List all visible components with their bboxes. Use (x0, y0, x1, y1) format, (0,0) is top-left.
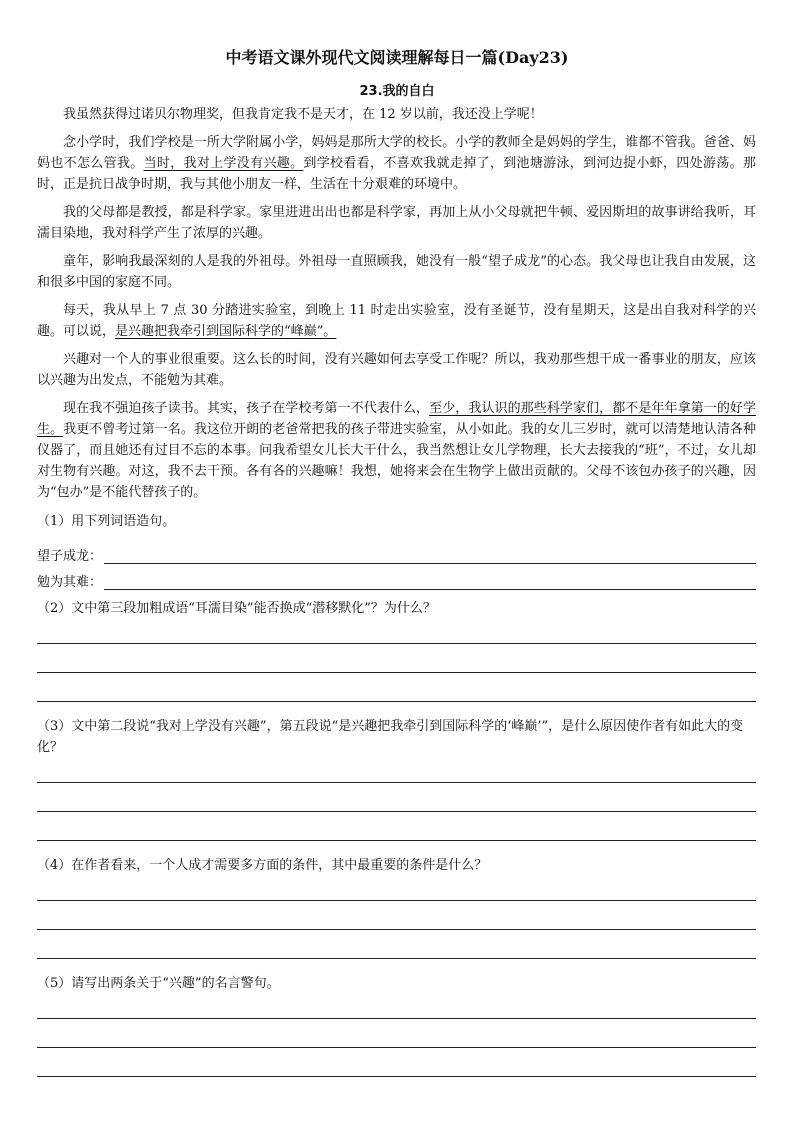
answer-line[interactable] (37, 1019, 756, 1048)
question-5 (37, 973, 756, 1077)
question-1-term-1: 望子成龙： (37, 549, 103, 564)
reading-passage (37, 104, 756, 503)
paragraph-2-underlined-sentence: 当时，我对上学没有兴趣。 (143, 156, 304, 171)
paragraph-4: 童年，影响我最深刻的人是我的外祖母。外祖母一直照顾我，她没有一般“望子成龙”的心态。我父母也让我自由发展，这和很多中国的家庭不同。 (37, 254, 756, 290)
paragraph-6: 兴趣对一个人的事业很重要。这么长的时间，没有兴趣如何去享受工作呢？所以，我劝那些想干成一番事业的朋友，应该以兴趣为出发点，不能勉为其难。 (37, 352, 756, 388)
answer-line[interactable] (37, 783, 756, 812)
answer-line[interactable] (37, 812, 756, 841)
question-4-prompt: （4）在作者看来，一个人成才需要多方面的条件，其中最重要的条件是什么？ (37, 858, 488, 873)
question-1-row-2 (37, 564, 756, 590)
page-title: 中考语文课外现代文阅读理解每日一篇(Day23) (225, 48, 569, 67)
passage-title: 23.我的自白 (359, 84, 435, 99)
question-1-prompt: （1）用下列词语造句。 (37, 514, 176, 529)
paragraph-2-text-b: 到学校看看，不喜欢我就走掉了，到池塘游泳，到河边捉小虾，四处游荡。那时，正是抗日战争时期，我与其他小朋友一样，生活在十分艰难的环境中。 (37, 156, 756, 192)
paragraph-2-text-a: 念小学时，我们学校是一所大学附属小学，妈妈是那所大学的校长。小学的教师全是妈妈的学生，谁都不管我。爸爸、妈妈也不怎么管我。 (37, 135, 756, 171)
answer-line[interactable] (104, 575, 756, 590)
question-2 (37, 598, 756, 702)
worksheet-body (37, 104, 756, 1077)
answer-line[interactable] (37, 994, 756, 1019)
paragraph-7-text-b: 我更不曾考过第一名。我这位开朗的老爸常把我的孩子带进实验室，从小如此。我的女儿三岁时，就可以清楚地认清各种仪器了，而且她还有过目不忘的本事。问我希望女儿长大干什么，我当然想让女儿学物理，长大去接我的“班”，不过，女儿却对生物有兴趣。对这，我不去干预。各有各的兴趣嘛！我想，她将来会在生物学上做出贡献的。父母不该包办孩子的兴趣，因为“包办”是不能代替孩子的。 (37, 422, 756, 500)
answer-line[interactable] (37, 1048, 756, 1077)
answer-line[interactable] (37, 758, 756, 783)
answer-line[interactable] (37, 673, 756, 702)
paragraph-7-text-a: 现在我不强迫孩子读书。其实，孩子在学校考第一不代表什么， (63, 401, 430, 416)
answer-line[interactable] (37, 876, 756, 901)
paragraph-1: 我虽然获得过诺贝尔物理奖，但我肯定我不是天才，在 12 岁以前，我还没上学呢！ (63, 107, 543, 122)
answer-line[interactable] (37, 901, 756, 930)
question-1-term-2: 勉为其难： (37, 575, 103, 590)
answer-line[interactable] (104, 549, 756, 564)
question-3-prompt: （3）文中第二段说“我对上学没有兴趣”，第五段说“是兴趣把我牵引到国际科学的‘峰巅’”，是什么原因使作者有如此大的变化？ (37, 719, 744, 755)
question-1 (37, 511, 756, 590)
question-3 (37, 716, 756, 841)
answer-line[interactable] (37, 644, 756, 673)
answer-line[interactable] (37, 930, 756, 959)
paragraph-7-underlined-sentence: 至少，我认识的那些科学家们，都不是年年拿第一的好学生。 (37, 401, 756, 437)
paragraph-3: 我的父母都是教授，都是科学家。家里进进出出也都是科学家，再加上从小父母就把牛顿、爱因斯坦的故事讲给我听，耳濡目染地，我对科学产生了浓厚的兴趣。 (37, 205, 756, 241)
paragraph-2 (37, 132, 756, 195)
question-5-prompt: （5）请写出两条关于“兴趣”的名言警句。 (37, 976, 280, 991)
paragraph-5-underlined-sentence: 是兴趣把我牵引到国际科学的“峰巅”。 (115, 324, 337, 339)
paragraph-5 (37, 300, 756, 342)
question-2-prompt: （2）文中第三段加粗成语“耳濡目染”能否换成“潜移默化”？为什么？ (37, 601, 436, 616)
question-4 (37, 855, 756, 959)
paragraph-5-text-a: 每天，我从早上 7 点 30 分踏进实验室，到晚上 11 时走出实验室，没有圣诞节，没有星期天，这是出自我对科学的兴趣。可以说， (37, 303, 756, 339)
answer-line[interactable] (37, 619, 756, 644)
paragraph-7 (37, 398, 756, 503)
question-1-row-1 (37, 538, 756, 564)
